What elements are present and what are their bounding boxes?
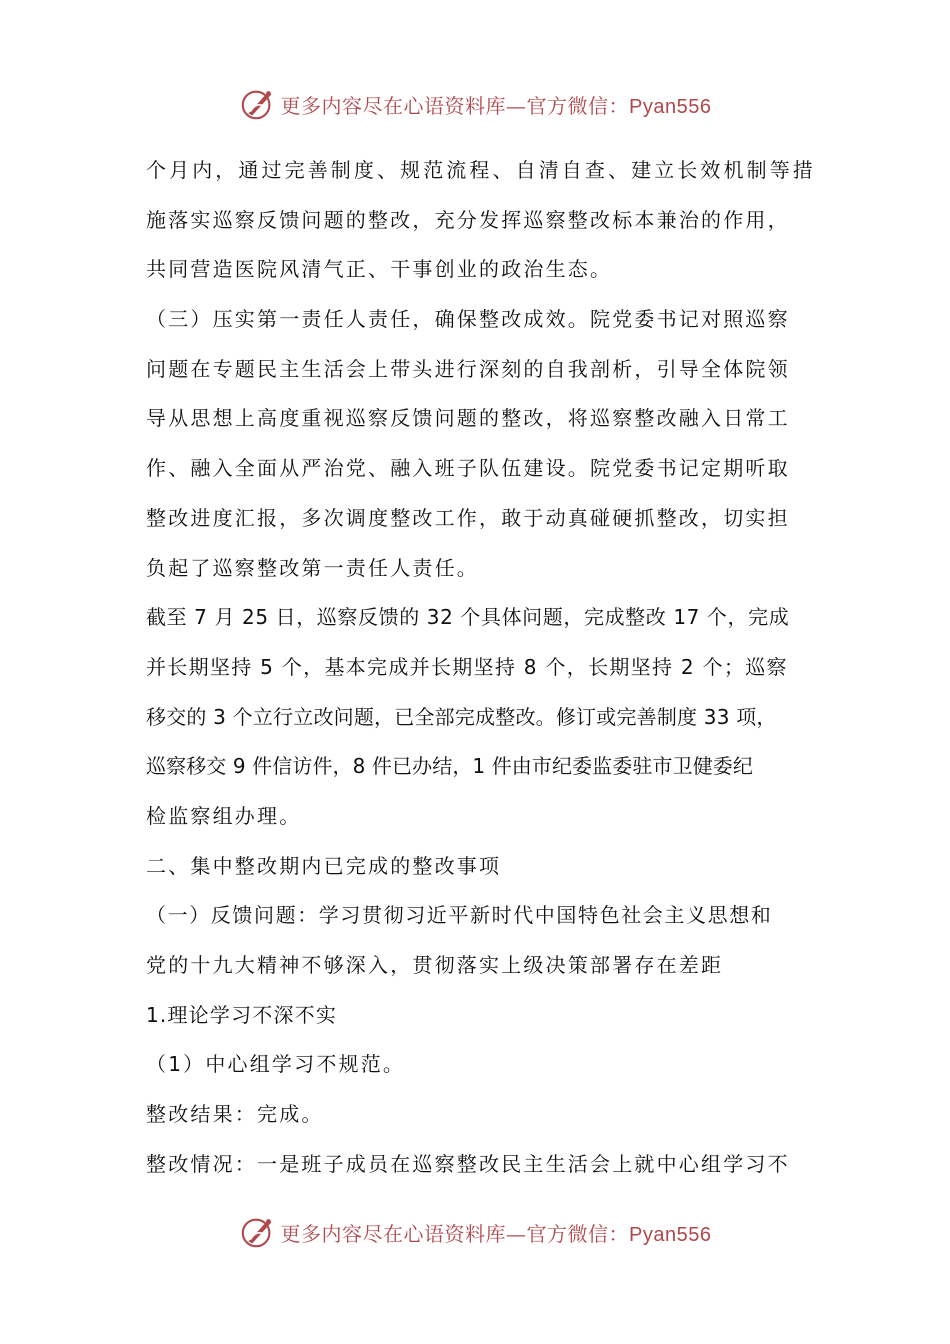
text-line: 整改结果：完成。 [146, 1102, 324, 1127]
text-line: 整改情况：一是班子成员在巡察整改民主生活会上就中心组学习不 [146, 1151, 790, 1176]
text-line: （一）反馈问题：学习贯彻习近平新时代中国特色社会主义思想和 [146, 903, 773, 928]
footer-watermark [0, 1210, 950, 1254]
pen-logo-icon [239, 85, 277, 123]
text-line: 施落实巡察反馈问题的整改，充分发挥巡察整改标本兼治的作用， [146, 207, 790, 232]
text-line: 巡察移交 9 件信访件，8 件已办结，1 件由市纪委监委驻市卫健委纪 [146, 754, 754, 779]
text-line: 党的十九大精神不够深入，贯彻落实上级决策部署存在差距 [146, 953, 724, 977]
text-line: 并长期坚持 5 个，基本完成并长期坚持 8 个，长期坚持 2 个；巡察 [146, 654, 788, 679]
text-line: 截至 7 月 25 日，巡察反馈的 32 个具体问题，完成整改 17 个，完成 [146, 605, 790, 630]
text-line: 个月内，通过完善制度、规范流程、自清自查、建立长效机制等措 [146, 158, 816, 182]
header-watermark [0, 82, 950, 126]
header-banner-text: 更多内容尽在心语资料库—官方微信：Pyan556 [280, 93, 712, 118]
text-line: 负起了巡察整改第一责任人责任。 [146, 555, 479, 580]
text-line: （三）压实第一责任人责任，确保整改成效。院党委书记对照巡察 [146, 307, 790, 332]
text-line: 作、融入全面从严治党、融入班子队伍建设。院党委书记定期听取 [146, 456, 790, 481]
text-line: 1.理论学习不深不实 [146, 1002, 338, 1027]
text-line: （1）中心组学习不规范。 [146, 1052, 406, 1077]
pen-logo-icon [239, 1213, 277, 1251]
document-body [146, 146, 816, 1189]
text-line: 导从思想上高度重视巡察反馈问题的整改，将巡察整改融入日常工 [146, 406, 790, 431]
text-line: 整改进度汇报，多次调度整改工作，敢于动真碰硬抓整改，切实担 [146, 505, 790, 530]
footer-banner-text: 更多内容尽在心语资料库—官方微信：Pyan556 [280, 1221, 712, 1246]
text-line: 问题在专题民主生活会上带头进行深刻的自我剖析，引导全体院领 [146, 356, 790, 381]
text-line: 二、集中整改期内已完成的整改事项 [146, 853, 502, 878]
text-line: 移交的 3 个立行立改问题，已全部完成整改。修订或完善制度 33 项， [146, 704, 777, 729]
text-line: 检监察组办理。 [146, 803, 302, 828]
text-line: 共同营造医院风清气正、干事创业的政治生态。 [146, 257, 613, 282]
